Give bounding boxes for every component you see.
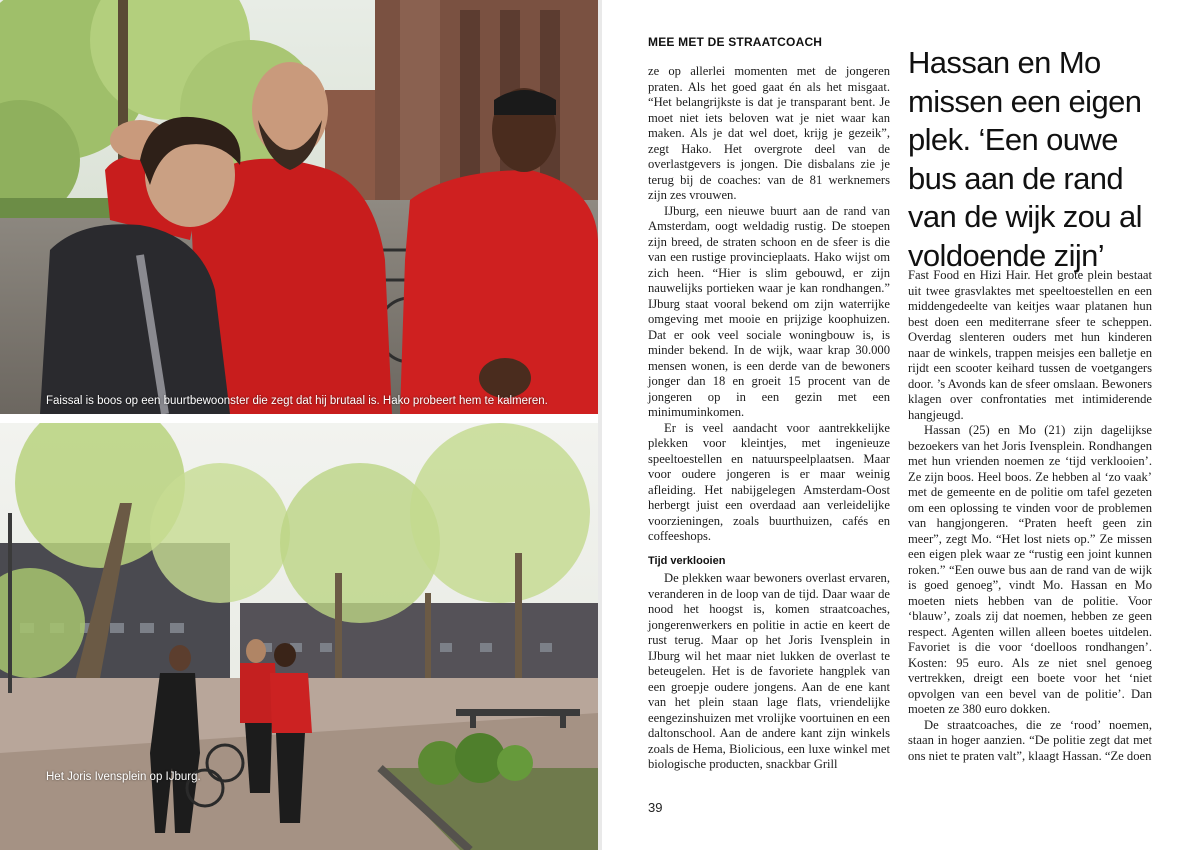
right-page [602,0,1199,850]
pull-quote: Hassan en Mo missen een eigen plek. ‘Een ouwe bus aan de rand van de wijk zou al voldoende zijn’ [908,45,1142,273]
photo-coaches-with-boy [0,0,598,414]
photo-joris-ivensplein [0,423,598,850]
paragraph: IJburg, een nieuwe buurt aan de rand van Amsterdam, oogt weldadig rustig. De stoepen zijn breed, de straten schoon en de sfeer is die van een rustige provincieplaats. Hako wijst om zich heen. “Hier is slim gebouwd, er zijn nauwelijks portieken waar je kan rondhangen.” IJburg staat vooral bekend om zijn waterrijke omgeving met mooie en prijzige koophuizen. Dat er ook veel sociale woningbouw is, is minder bekend. In de wijk, waar krap 30.000 mensen wonen, is een derde van de bewoners jonger dan 18 en groeit 15 procent van de jongeren op in een gezin met een minimuminkomen. [648,203,890,419]
subheading: Tijd verklooien [648,554,726,567]
page-number: 39 [648,800,663,815]
photo-caption-bottom: Het Joris Ivensplein op IJburg. [46,771,201,783]
paragraph: Hassan (25) en Mo (21) zijn dagelijkse bezoekers van het Joris Ivensplein. Rondhangen met hun vrienden noemen ze ‘tijd verklooien’. Ze zijn boos. Heel boos. Ze hebben al ‘zo vaak’ met de gemeente en de politie om tafel gezeten om een oplossing te vinden voor de problemen van hangjongeren. “Praten heeft geen zin meer”, zegt Mo. “Het lost niets op.” Ze missen een eigen plek waar ze “rustig een joint kunnen roken.” “Een ouwe bus aan de rand van de wijk is goed genoeg”, vindt Mo. Hassan en Mo moeten niets hebben van de politie. Voor ‘blauw’, zoals zij dat noemen, hebben ze geen respect. Agenten willen alleen boetes uitdelen. Favoriet is die voor ‘doelloos rondhangen’. Kosten: 95 euro. Als ze niet snel genoeg vertrekken, dreigt een boete voor het ‘niet opvolgen van een bevel van de politie’. Dan moeten ze 380 euro dokken. [908,423,1152,716]
paragraph: ze op allerlei momenten met de jongeren praten. Als het goed gaat én als het misgaat. “Het belangrijkste is dat je transparant bent. Je moet niet iets beloven wat je niet waar kan maken. Als je dat wel doet, krijg je gezeik”, zegt Hako. Het overgrote deel van de overlastgevers is jongen. Die disbalans zie je terug bij de coaches: van de 81 werknemers zijn zes vrouwen. [648,64,890,202]
paragraph: De plekken waar bewoners overlast ervaren, veranderen in de loop van de tijd. Daar waar de nood het hoogst is, komen straatcoaches, jongerenwerkers en politie in actie en keert de rust terug. Maar op het Joris Ivensplein in IJburg wil het maar niet lukken de overlast te beteugelen. Het is de favoriete hangplek van een groepje oudere jongens. Aan de ene kant van het plein staan lage flats, vriendelijke eengezinshuizen met vrolijke voortuinen en een daltonschool. Aan de andere kant zijn winkels zoals de Hema, Biolicious, een luxe winkel met biologische producten, snackbar Grill [648,571,890,771]
article-column-2 [908,268,1152,764]
paragraph: De straatcoaches, die ze ‘rood’ noemen, staan in hoger aanzien. “De politie zegt dat met ons niet te praten valt”, klaagt Hassan. “Ze doen [908,717,1152,763]
article-column-1 [648,64,890,773]
left-page [0,0,598,850]
paragraph: Er is veel aandacht voor aantrekkelijke plekken voor kleintjes, met ingenieuze speeltoestellen en natuurspeelplaatsen. Maar voor oudere jongeren is er maar weinig afleiding. Het nabijgelegen Amsterdam-Oost herbergt juist een overdaad aan verleidelijke voorzieningen, zoals buurthuizen, cafés en coffeeshops. [648,420,890,543]
photo-caption-top: Faissal is boos op een buurtbewoonster die zegt dat hij brutaal is. Hako probeert hem te kalmeren. [46,395,548,407]
paragraph: Fast Food en Hizi Hair. Het grote plein bestaat uit twee grasvlaktes met speeltoestellen en een middengedeelte van keitjes waar platanen hun best doen een mediterrane sfeer te scheppen. Overdag slenteren ouders met hun kinderen naar de winkels, trappen meisjes een balletje en rijdt een scooter keihard tussen de voetgangers door. ’s Avonds kan de sfeer omslaan. Bewoners klagen over confrontaties met intimiderende hangjeugd. [908,268,1152,422]
section-label: MEE MET DE STRAATCOACH [648,35,823,49]
